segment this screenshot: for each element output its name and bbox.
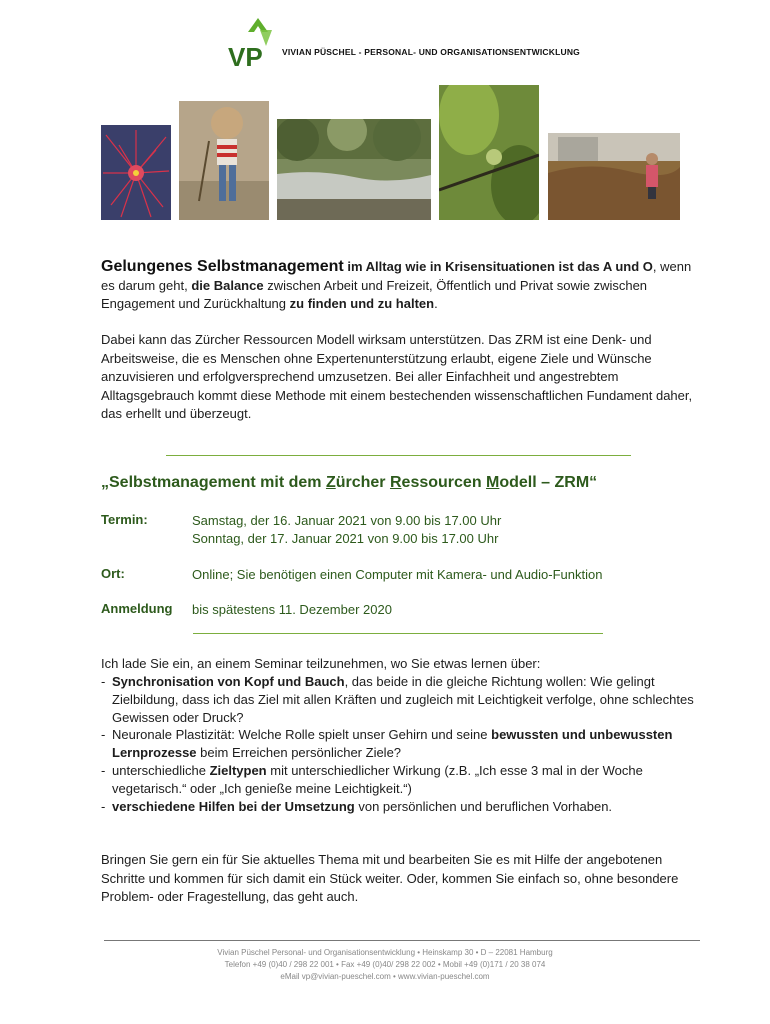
- child-walking-photo: [179, 101, 269, 220]
- leaves-photo: [548, 133, 680, 220]
- ort-label: Ort:: [101, 566, 125, 581]
- list-item: - Synchronisation von Kopf und Bauch, das beide in die gleiche Richtung wollen: Wie gelingt Zielbildung, dass ich das Ziel mit allen Kräften und zugleich mit Leichtigkeit verfolge, ohne schlechtes Gewissen oder Druck?: [101, 674, 694, 725]
- divider-top: [166, 455, 631, 456]
- footer-rule: [104, 940, 700, 941]
- list-item: - Neuronale Plastizität: Welche Rolle spielt unser Gehirn und seine bewussten und unbewussten Lernprozesse beim Erreichen persönlicher Ziele?: [101, 727, 673, 761]
- anmeldung-value: bis spätestens 11. Dezember 2020: [192, 602, 392, 617]
- intro-paragraph: Gelungenes Selbstmanagement im Alltag wie in Krisensituationen ist das A und O, wenn es darum geht, die Balance zwischen Arbeit und Freizeit, Öffentlich und Privat sowie zwischen Engagement und Zurückhaltung zu finden und zu halten.: [101, 258, 692, 311]
- company-name: VIVIAN PÜSCHEL - PERSONAL- UND ORGANISATIONSENTWICKLUNG: [282, 47, 580, 57]
- ort-value: Online; Sie benötigen einen Computer mit Kamera- und Audio-Funktion: [192, 567, 603, 582]
- river-photo: [277, 119, 431, 220]
- footer-address: Vivian Püschel Personal- und Organisationsentwicklung • Heinskamp 30 • D – 22081 Hamburg: [217, 948, 553, 957]
- plant-photo: [439, 85, 539, 220]
- seminar-title: „Selbstmanagement mit dem Zürcher Ressourcen Modell – ZRM“: [101, 474, 598, 491]
- termin-date-1: Samstag, der 16. Januar 2021 von 9.00 bis 17.00 Uhr: [192, 513, 502, 528]
- company-name-text: VIVIAN PÜSCHEL: [282, 47, 357, 57]
- flower-photo: [101, 125, 171, 220]
- footer-contact: eMail vp@vivian-pueschel.com • www.vivian-pueschel.com: [280, 972, 490, 981]
- company-subtitle: PERSONAL- UND ORGANISATIONSENTWICKLUNG: [364, 47, 580, 57]
- svg-text:VP: VP: [228, 42, 263, 70]
- company-logo: [228, 16, 276, 70]
- termin-date-2: Sonntag, der 17. Januar 2021 von 9.00 bis 17.00 Uhr: [192, 531, 499, 546]
- invite-text: Ich lade Sie ein, an einem Seminar teilzunehmen, wo Sie etwas lernen über:: [101, 656, 541, 671]
- zrm-description: Dabei kann das Zürcher Ressourcen Modell wirksam unterstützen. Das ZRM ist eine Denk- und Arbeitsweise, die es Menschen ohne Expertenunterstützung erlaubt, eigene Ziele und Wünsche anzuvisieren und erfolgversprechend umzusetzen. Bei aller Einfachheit und angestrebtem Alltagsgebrauch kommt diese Methode mit einem bestechenden wissenschaftlichen Fundament daher, das erhellt und überzeugt.: [101, 332, 693, 421]
- intro-headline: Gelungenes Selbstmanagement: [101, 258, 344, 275]
- list-item: - unterschiedliche Zieltypen mit unterschiedlicher Wirkung (z.B. „Ich esse 3 mal in der Woche vegetarisch.“ oder „Ich genieße meine Leichtigkeit.“): [101, 762, 643, 796]
- closing-paragraph: Bringen Sie gern ein für Sie aktuelles Thema mit und bearbeiten Sie es mit Hilfe der angebotenen Schritte und kommen für sich damit ein Stück weiter. Oder, kommen Sie einfach so, ohne besondere Problem- oder Fragestellung, das geht auch.: [101, 852, 679, 904]
- list-item: - verschiedene Hilfen bei der Umsetzung von persönlichen und beruflichen Vorhaben.: [101, 798, 613, 814]
- footer-phone: Telefon +49 (0)40 / 298 22 001 • Fax +49 (0)40/ 298 22 002 • Mobil +49 (0)171 / 20 38 074: [224, 960, 546, 969]
- termin-label: Termin:: [101, 512, 148, 527]
- photo-strip: [101, 85, 681, 221]
- topic-list: [101, 673, 701, 815]
- divider-bottom: [193, 633, 603, 634]
- anmeldung-label: Anmeldung: [101, 601, 173, 616]
